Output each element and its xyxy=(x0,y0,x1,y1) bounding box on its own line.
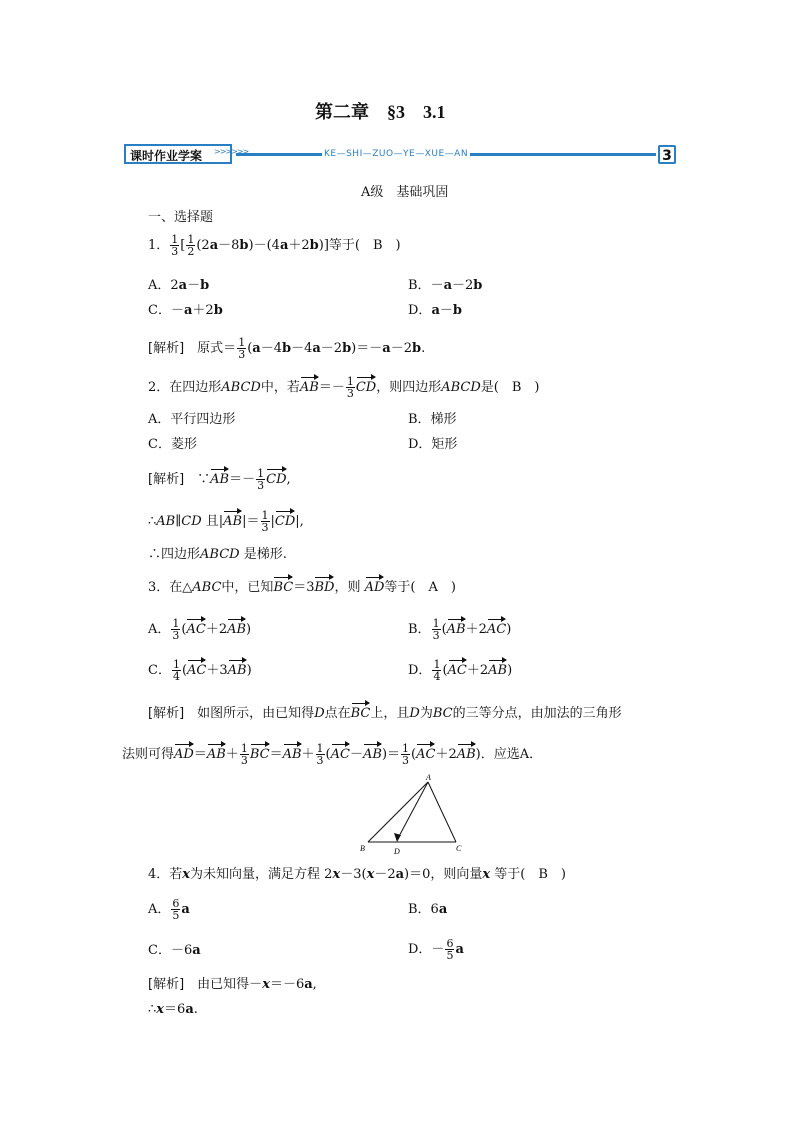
fraction: $\frac{1}{2}$ xyxy=(187,233,195,258)
q2-option-c: C．菱形 xyxy=(148,437,197,452)
q1-option-d: D．a－b xyxy=(408,303,462,318)
q2-solution-1: [解析] ∵AB＝－ $\frac{1}{3}$ CD, xyxy=(148,467,291,492)
side-ab xyxy=(368,782,428,842)
q3-solution-2: 法则可得AD＝AB＋ $\frac{1}{3}$ BC＝AB＋ $\frac{1}{3}$ (AC－AB)＝ $\frac{1}{3}$ (AC＋2AB)．应选A． xyxy=(122,742,543,767)
q1-tail: 等于( B ) xyxy=(328,238,401,253)
q1-num: 1． xyxy=(148,238,170,253)
q4-solution-2: ∴x＝6a. xyxy=(148,1002,198,1017)
q3-option-c: C． $\frac{1}{4}$ (AC＋3AB) xyxy=(148,658,252,683)
q2-stem: 2．在四边形ABCD中，若AB＝－ $\frac{1}{3}$ CD，则四边形ABCD是( B ) xyxy=(148,375,540,400)
q2-solution-2: ∴AB∥CD 且|AB|＝ $\frac{1}{3}$ |CD|, xyxy=(148,509,304,534)
page-title: 第二章 §3 3.1 xyxy=(315,102,446,122)
q3-solution-1: [解析] 如图所示，由已知得D点在BC上，且D为BC的三等分点，由加法的三角形 xyxy=(148,706,622,721)
side-ac xyxy=(428,782,456,842)
q1-solution: [解析] 原式＝ $\frac{1}{3}$ (a－4b－4a－2b)＝－a－2b. xyxy=(148,336,426,361)
section-heading: 一、选择题 xyxy=(148,210,214,225)
q4-solution-1: [解析] 由已知得－x＝－6a, xyxy=(148,977,317,992)
fraction: $\frac{1}{3}$ xyxy=(171,233,179,258)
label-d: D xyxy=(394,847,400,856)
band-number: 3 xyxy=(658,145,676,164)
band-label: 课时作业学案 xyxy=(124,144,232,164)
label-a: A xyxy=(426,773,431,782)
triangle-figure xyxy=(350,772,470,858)
q3-option-a: A． $\frac{1}{3}$ (AC＋2AB) xyxy=(148,617,252,642)
segment-ad xyxy=(397,782,428,840)
q1-stem: 1． $\frac{1}{3}$ [ $\frac{1}{2}$ (2a－8b)－(4a＋2b)]等于( B ) xyxy=(148,233,401,258)
q2-solution-3: ∴四边形ABCD 是梯形. xyxy=(148,547,287,562)
band-arrows: >>>>>> xyxy=(214,147,249,156)
q1-option-c: C．－a＋2b xyxy=(148,303,223,318)
label-b: B xyxy=(360,844,365,853)
solution-tag: [解析] xyxy=(148,977,185,992)
q2-option-d: D．矩形 xyxy=(408,437,458,452)
label-c: C xyxy=(456,844,462,853)
level-heading: A级 基础巩固 xyxy=(361,185,449,200)
band-pinyin: KE—SHI—ZUO—YE—XUE—AN xyxy=(324,149,469,159)
solution-tag: [解析] xyxy=(148,472,185,487)
q4-stem: 4．若x为未知向量，满足方程 2x－3(x－2a)＝0，则向量x 等于( B ) xyxy=(148,867,566,882)
q2-option-b: B．梯形 xyxy=(408,412,457,427)
solution-tag: [解析] xyxy=(148,706,185,721)
q4-option-b: B．6a xyxy=(408,902,448,917)
q3-option-d: D． $\frac{1}{4}$ (AC＋2AB) xyxy=(408,658,513,683)
q1-option-b: B．－a－2b xyxy=(408,278,483,293)
q4-option-d: D．－ $\frac{6}{5}$ a xyxy=(408,937,464,962)
q1-option-a: A．2a－b xyxy=(148,278,210,293)
q2-option-a: A．平行四边形 xyxy=(148,412,236,427)
q3-stem: 3．在△ABC中，已知BC＝3BD，则 AD等于( A ) xyxy=(148,580,456,595)
q4-option-c: C．－6a xyxy=(148,943,201,958)
q4-option-a: A． $\frac{6}{5}$ a xyxy=(148,897,190,922)
solution-tag: [解析] xyxy=(148,341,185,356)
q3-option-b: B． $\frac{1}{3}$ (AB＋2AC) xyxy=(408,617,512,642)
